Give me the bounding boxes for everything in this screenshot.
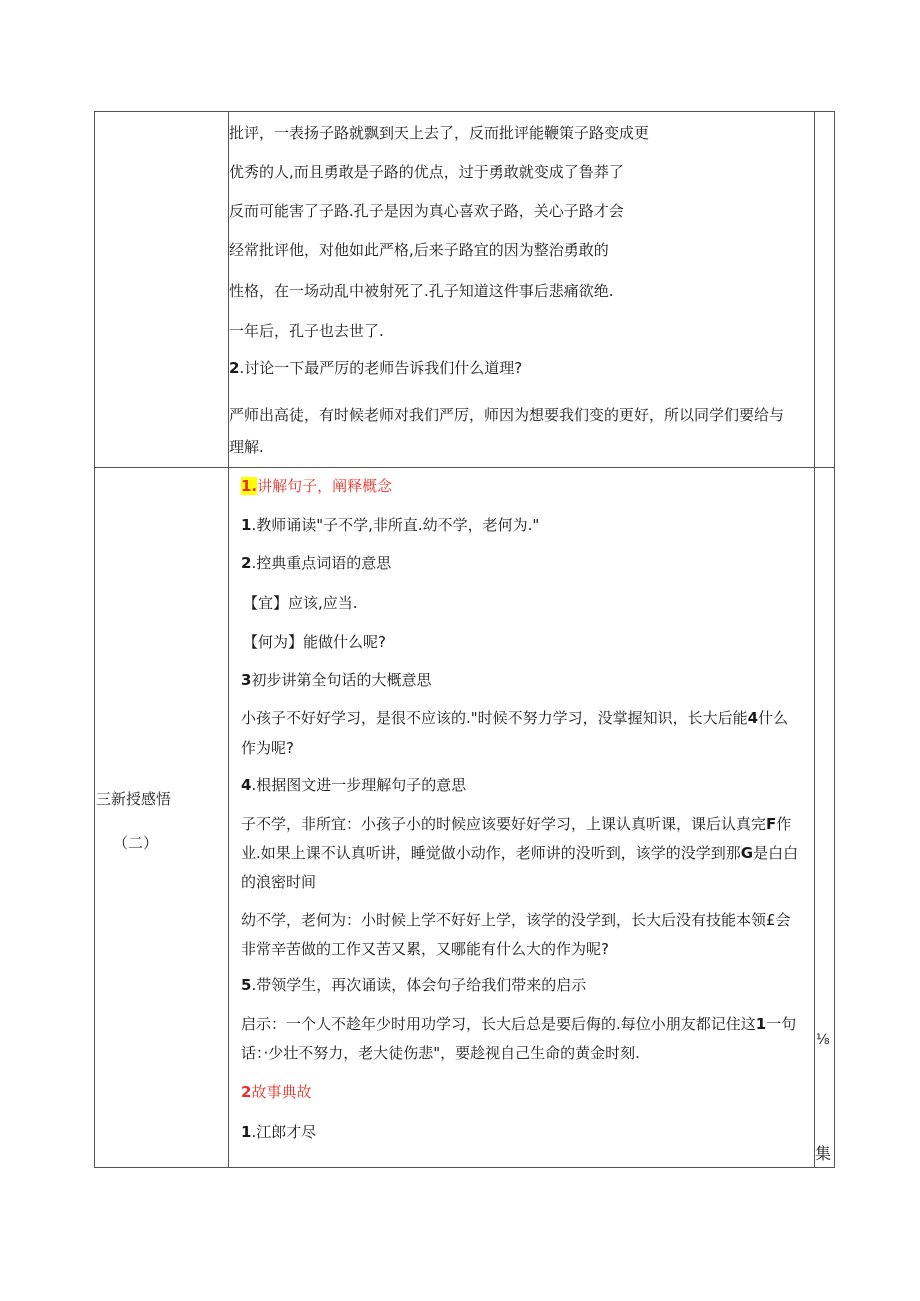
step-number: 1 (241, 1123, 252, 1141)
text-span: 子不学，非所宜：小孩子小的时候应该要好好学习，上课认真听课，课后认真完 (241, 815, 767, 833)
text-span: 小孩子不好好学习，是很不应该的."时候不努力学习，没掌握知识，长大后能 (241, 709, 748, 727)
question-text: .讨论一下最严厉的老师告诉我们什么道理? (239, 359, 523, 377)
text-line: 话：·少壮不努力，老大徒伤悲"，要趁视自己生命的黄金时刻. (241, 1044, 640, 1062)
answer-line: 严师出高徒，有时候老师对我们严厉，师因为想要我们变的更好，所以同学们要给与 (229, 406, 785, 424)
step-text: .带领学生，再次诵读，体会句子给我们带来的启示 (251, 976, 587, 994)
text-line: 经常批评他，对他如此严格,后来子路宜的因为整治勇敢的 (229, 241, 609, 259)
text-line: 批评，一表扬子路就飘到天上去了，反而批评能鞭策子路变成更 (229, 124, 650, 142)
text-line: 作为呢? (241, 739, 294, 757)
step-number: 3 (241, 671, 252, 689)
question-number: 2 (229, 359, 240, 377)
stage-sublabel: （二） (113, 834, 159, 852)
text-line: 的浪密时间 (241, 873, 317, 891)
step-line (241, 1122, 316, 1142)
step-text: .江郎才尽 (251, 1123, 317, 1141)
column-divider-2 (814, 112, 815, 1167)
step-line (241, 975, 586, 995)
step-number: 4 (241, 776, 252, 794)
text-span: 业.如果上课不认真听讲，睡觉做小动作，老师讲的没听到，该学的没学到那 (241, 844, 741, 862)
text-span: 1 (755, 1015, 767, 1033)
step-number: 1 (241, 516, 252, 534)
heading-text: 讲解句子，阐释概念 (257, 477, 393, 495)
text-line: 幼不学，老何为：小时候上学不好好上学，该学的没学到，长大后没有技能本领£会 (241, 911, 791, 929)
step-line (241, 553, 391, 573)
text-span: 启示：一个人不趁年少时用功学习，长大后总是要后侮的.每位小朋友都记住这 (241, 1015, 756, 1033)
text-line: 反而可能害了子路.孔子是因为真心喜欢子路，关心子路才会 (229, 202, 624, 220)
section-heading (241, 1082, 311, 1102)
text-span: 4 (747, 709, 759, 727)
text-span: F (766, 815, 777, 833)
definition-line: 【何为】能做什么呢? (243, 633, 386, 651)
step-number: 2 (241, 554, 252, 572)
lesson-table (94, 111, 835, 1168)
section-heading (241, 476, 392, 496)
step-text: .控典重点词语的意思 (251, 554, 392, 572)
column-divider-1 (228, 112, 229, 1167)
text-span: G (740, 844, 754, 862)
side-mark-bottom: 集 (815, 1144, 832, 1163)
text-line (241, 708, 788, 728)
step-text: .根据图文进一步理解句子的意思 (251, 776, 467, 794)
answer-line: 理解. (229, 438, 264, 456)
row-divider (95, 467, 834, 468)
heading-number: 2 (241, 1083, 252, 1101)
heading-text: 故事典故 (251, 1083, 312, 1101)
text-line: 非常辛苦做的工作又苦又累，又哪能有什么大的作为呢? (241, 940, 609, 958)
step-text: .教师诵读"子不学,非所直.幼不学，老何为." (251, 516, 540, 534)
step-line (241, 515, 539, 535)
text-line: 优秀的人,而且勇敢是子路的优点，过于勇敢就变成了鲁莽了 (229, 163, 624, 181)
definition-line: 【宜】应该,应当. (243, 594, 358, 612)
text-span: 什么 (758, 709, 789, 727)
text-line (241, 814, 791, 834)
text-span: 一句 (766, 1015, 797, 1033)
text-line: 性格，在一场动乱中被射死了.孔子知道这件事后悲痛欲绝. (229, 282, 614, 300)
text-line (241, 843, 798, 863)
step-text: 初步讲第全句话的大概意思 (251, 671, 432, 689)
heading-number: 1. (241, 477, 258, 495)
text-span: 作 (776, 815, 792, 833)
step-line (241, 775, 466, 795)
text-line: 一年后，孔子也去世了. (229, 322, 384, 340)
text-line (241, 1014, 796, 1034)
stage-label: 三新授感悟 (96, 790, 172, 808)
side-mark-top: ⅛ (816, 1032, 830, 1048)
text-span: 是白白 (753, 844, 799, 862)
step-line (241, 670, 431, 690)
step-number: 5 (241, 976, 252, 994)
discussion-question (229, 358, 522, 378)
